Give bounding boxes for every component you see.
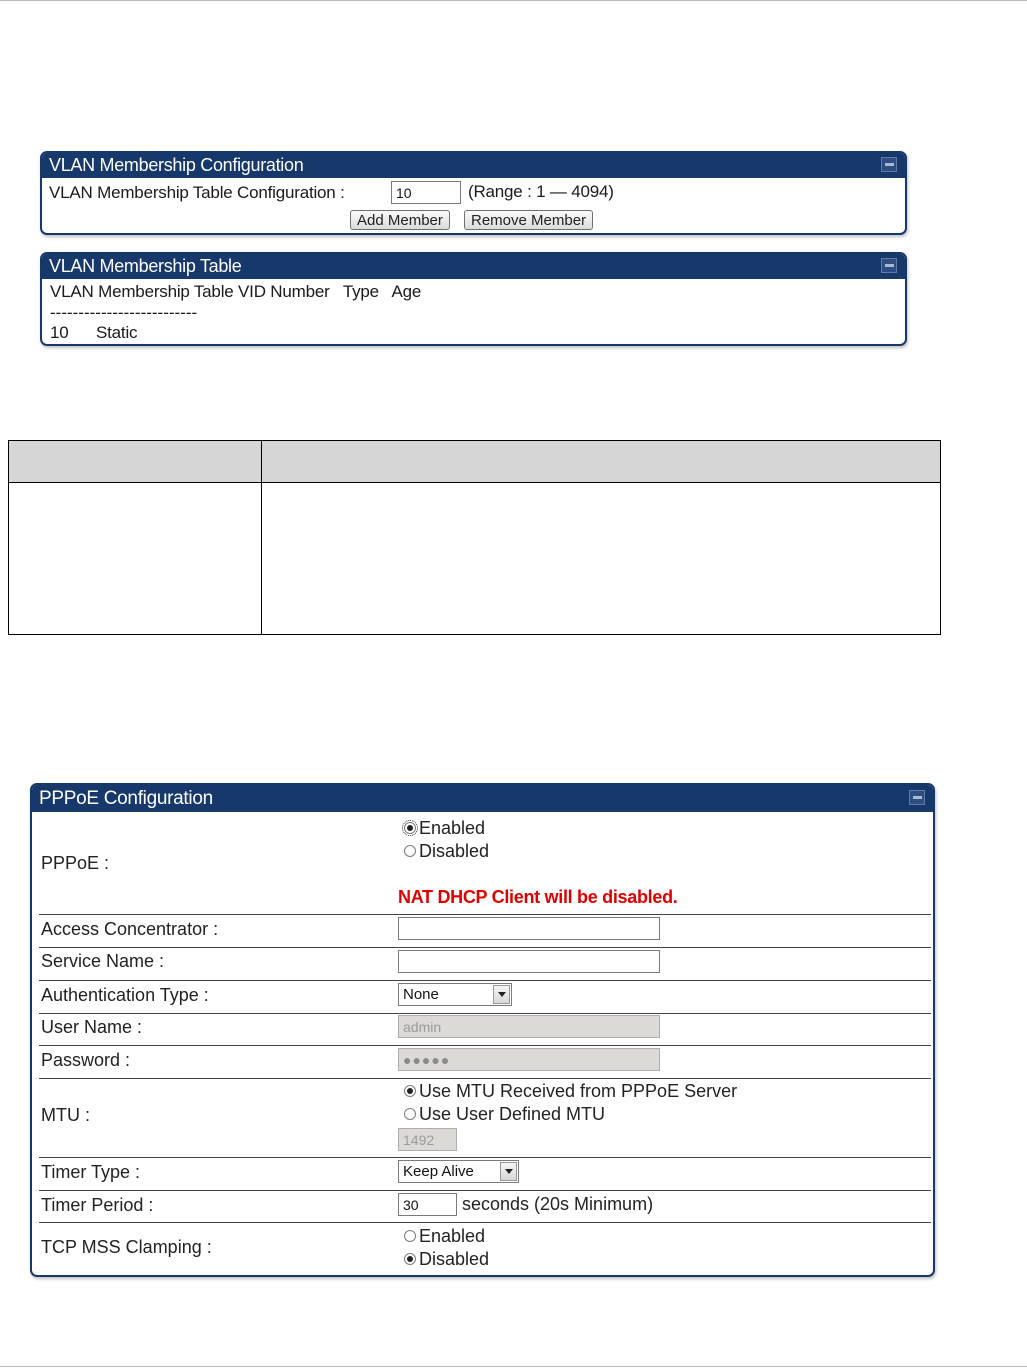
- vlan-row-vid: 10: [50, 323, 69, 342]
- vlan-table-header-text: VLAN Membership Table VID Number Type Age: [50, 282, 422, 301]
- panel-header: [32, 785, 933, 812]
- row-divider: [39, 947, 931, 948]
- radio-selected-icon[interactable]: [404, 822, 416, 834]
- tcp-mss-enabled-option[interactable]: Enabled: [404, 1226, 485, 1247]
- vlan-membership-table-panel: [40, 252, 907, 346]
- password-label: Password :: [41, 1050, 131, 1070]
- timer-period-unit: seconds (20s Minimum): [462, 1194, 654, 1214]
- tcp-mss-clamping-label: TCP MSS Clamping :: [41, 1237, 212, 1257]
- vlan-membership-configuration-panel: [40, 151, 907, 235]
- panel-title: PPPoE Configuration: [39, 788, 213, 809]
- collapse-icon[interactable]: [909, 790, 925, 805]
- row-divider: [39, 1222, 931, 1223]
- row-divider: [39, 1190, 931, 1191]
- radio-unselected-icon[interactable]: [404, 1108, 416, 1120]
- mtu-received-option[interactable]: Use MTU Received from PPPoE Server: [404, 1081, 737, 1102]
- authentication-type-select[interactable]: None: [398, 983, 512, 1006]
- collapse-icon[interactable]: [881, 258, 897, 273]
- pppoe-enabled-option[interactable]: Enabled: [404, 818, 485, 839]
- nat-dhcp-warning: NAT DHCP Client will be disabled.: [398, 887, 678, 907]
- panel-header: [42, 153, 905, 178]
- pppoe-configuration-panel: [30, 783, 935, 1277]
- radio-selected-icon[interactable]: [404, 1085, 416, 1097]
- remove-member-button[interactable]: Remove Member: [464, 210, 593, 230]
- panel-title: VLAN Membership Table: [49, 256, 242, 276]
- row-divider: [39, 1045, 931, 1046]
- vlan-row-type: Static: [96, 323, 138, 342]
- radio-selected-icon[interactable]: [404, 1253, 416, 1265]
- user-name-input[interactable]: [398, 1015, 660, 1038]
- vlan-table-separator: --------------------------: [50, 303, 198, 322]
- access-concentrator-input[interactable]: [398, 917, 660, 940]
- user-name-label: User Name :: [41, 1017, 143, 1037]
- access-concentrator-label: Access Concentrator :: [41, 919, 219, 939]
- parameter-table: [8, 440, 941, 635]
- pppoe-label: PPPoE :: [41, 853, 110, 873]
- row-divider: [39, 1078, 931, 1079]
- radio-unselected-icon[interactable]: [404, 1230, 416, 1242]
- authentication-type-label: Authentication Type :: [41, 985, 209, 1005]
- radio-unselected-icon[interactable]: [404, 845, 416, 857]
- bottom-page-rule: [0, 1366, 1027, 1367]
- vlan-id-input[interactable]: [391, 181, 461, 204]
- pppoe-disabled-option[interactable]: Disabled: [404, 841, 489, 862]
- panel-header: [42, 254, 905, 279]
- add-member-button[interactable]: Add Member: [350, 210, 450, 230]
- mtu-label: MTU :: [41, 1105, 90, 1125]
- panel-title: VLAN Membership Configuration: [49, 155, 304, 175]
- table-column-divider: [261, 441, 262, 634]
- mtu-user-defined-option[interactable]: Use User Defined MTU: [404, 1104, 605, 1125]
- row-divider: [39, 980, 931, 981]
- row-divider: [39, 914, 931, 915]
- row-divider: [39, 1157, 931, 1158]
- dropdown-arrow-icon[interactable]: [493, 985, 510, 1004]
- collapse-icon[interactable]: [881, 157, 897, 172]
- top-page-rule: [0, 0, 1027, 1]
- timer-type-select[interactable]: Keep Alive: [398, 1160, 519, 1183]
- row-divider: [39, 1013, 931, 1014]
- vlan-range-text: (Range : 1 — 4094): [468, 182, 614, 201]
- timer-period-input[interactable]: [398, 1193, 457, 1216]
- tcp-mss-disabled-option[interactable]: Disabled: [404, 1249, 489, 1270]
- timer-type-label: Timer Type :: [41, 1162, 141, 1182]
- password-input[interactable]: [398, 1048, 660, 1071]
- mtu-value-input[interactable]: [398, 1128, 457, 1151]
- service-name-input[interactable]: [398, 950, 660, 973]
- vlan-table-config-label: VLAN Membership Table Configuration :: [49, 183, 345, 202]
- timer-period-label: Timer Period :: [41, 1195, 154, 1215]
- service-name-label: Service Name :: [41, 951, 165, 971]
- table-header-row: [9, 441, 940, 483]
- dropdown-arrow-icon[interactable]: [500, 1162, 517, 1181]
